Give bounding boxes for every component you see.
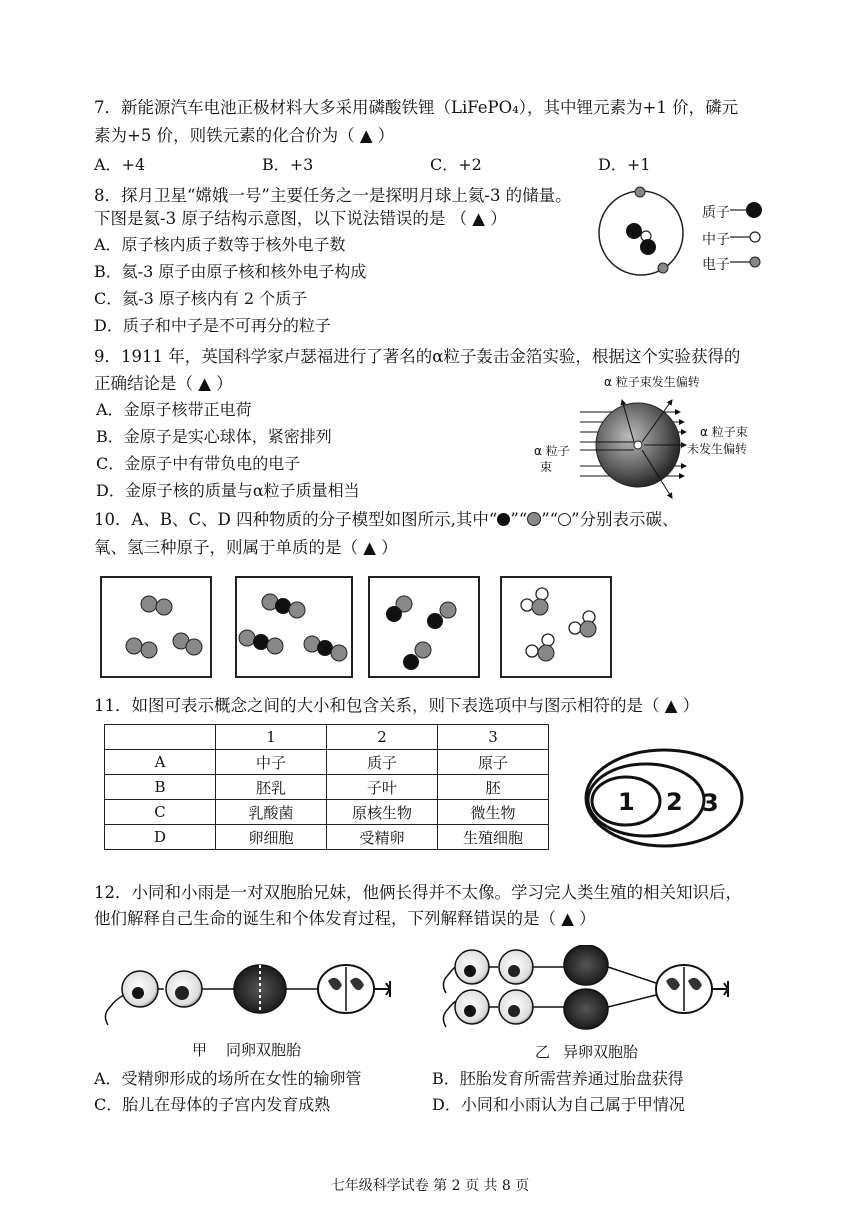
rutherford-right-label-1: α 粒子束: [700, 425, 748, 439]
table-cell: 原子: [438, 750, 549, 775]
table-header-cell: 3: [438, 725, 549, 750]
q12-stem-line1: 12．小同和小雨是一对双胞胎兄妹，他俩长得并不太像。学习完人类生殖的相关知识后，: [94, 883, 742, 902]
table-cell: 原核生物: [327, 800, 438, 825]
q12-option-a: A．受精卵形成的场所在女性的输卵管: [94, 1069, 362, 1088]
q10-stem-line2: 氧、氢三种原子，则属于单质的是（ ▲ ）: [94, 538, 398, 557]
q12-option-c: C．胎儿在母体的子宫内发育成熟: [94, 1095, 331, 1114]
table-cell: D: [105, 825, 216, 850]
q9-stem-line2: 正确结论是（ ▲ ）: [94, 374, 233, 393]
q11-stem-line1: 11．如图可表示概念之间的大小和包含关系，则下表选项中与图示相符的是（ ▲ ）: [94, 696, 700, 715]
q9-option-b: B．金原子是实心球体，紧密排列: [96, 427, 332, 446]
q8-stem-line1: 8．探月卫星“嫦娥一号”主要任务之一是探明月球上氦-3 的储量。: [94, 186, 572, 205]
concept-label-2: 2: [666, 788, 683, 816]
table-cell: C: [105, 800, 216, 825]
q7-option-a: A．+4: [94, 155, 146, 174]
q10-stem-line1-part-c: ”“: [541, 510, 559, 529]
table-cell: B: [105, 775, 216, 800]
table-cell: A: [105, 750, 216, 775]
table-row: [105, 750, 549, 775]
rutherford-left-label-1: α 粒子: [534, 444, 570, 458]
table-cell: 生殖细胞: [438, 825, 549, 850]
hydrogen-atom-symbol: [558, 513, 571, 526]
q8-option-c: C．氦-3 原子核内有 2 个质子: [94, 289, 308, 308]
q7-stem-line1: 7．新能源汽车电池正极材料大多采用磷酸铁锂（LiFePO₄），其中锂元素为+1 价，磷元: [94, 98, 739, 117]
table-cell: 受精卵: [327, 825, 438, 850]
caption-identical-twins: 同卵双胞胎: [226, 1041, 302, 1059]
helium3-atom-diagram: [596, 180, 786, 290]
table-cell: 胚乳: [216, 775, 327, 800]
molecule-box-c: [369, 577, 479, 677]
q10-stem-line1-part-d: ”分别表示碳、: [571, 510, 679, 529]
table-header-cell: 2: [327, 725, 438, 750]
q10-stem-line1: [94, 510, 679, 530]
legend-neutron-label: 中子: [702, 232, 730, 248]
caption-left-mark: 甲: [192, 1041, 208, 1059]
q12-option-b: B．胚胎发育所需营养通过胎盘获得: [432, 1069, 684, 1088]
rutherford-left-label-2: 束: [540, 460, 553, 474]
molecule-box-a: [101, 577, 211, 677]
q8-option-d: D．质子和中子是不可再分的粒子: [94, 316, 331, 335]
table-cell: 胚: [438, 775, 549, 800]
q10-stem-line1-part-a: 10．A、B、C、D 四种物质的分子模型如图所示,其中“: [94, 510, 498, 529]
fraternal-twins-sequence: [443, 945, 728, 1029]
q7-option-d: D．+1: [598, 155, 651, 174]
table-cell: 中子: [216, 750, 327, 775]
q9-option-c: C．金原子中有带负电的电子: [96, 454, 301, 473]
q12-stem-line2: 他们解释自己生命的诞生和个体发育过程，下列解释错误的是（ ▲ ）: [94, 909, 596, 928]
q10-molecule-models: [96, 574, 730, 684]
table-header-cell: [105, 725, 216, 750]
table-cell: 微生物: [438, 800, 549, 825]
table-row: [105, 800, 549, 825]
q8-option-b: B．氦-3 原子由原子核和核外电子构成: [94, 262, 367, 281]
q12-option-d: D．小同和小雨认为自己属于甲情况: [432, 1095, 685, 1114]
q9-option-d: D．金原子核的质量与α粒子质量相当: [96, 481, 360, 500]
caption-right-mark: 乙: [535, 1043, 551, 1061]
molecule-box-d: [501, 577, 611, 677]
legend-proton-label: 质子: [702, 205, 730, 221]
nested-concept-diagram: [582, 740, 752, 850]
identical-twins-sequence: [105, 965, 390, 1025]
q9-stem-line1: 9．1911 年，英国科学家卢瑟福进行了著名的α粒子轰击金箔实验，根据这个实验获得的: [94, 347, 741, 366]
table-header-cell: 1: [216, 725, 327, 750]
rutherford-right-label-2: 未发生偏转: [687, 442, 748, 456]
table-header-row: [105, 725, 549, 750]
caption-fraternal-twins: 异卵双胞胎: [563, 1043, 639, 1061]
page-footer: 七年级科学试卷 第 2 页 共 8 页: [330, 1178, 530, 1194]
concept-label-1: 1: [618, 788, 635, 816]
molecule-box-b: [236, 577, 352, 677]
table-cell: 乳酸菌: [216, 800, 327, 825]
table-cell: 子叶: [327, 775, 438, 800]
table-row: [105, 825, 549, 850]
legend-electron-label: 电子: [702, 257, 730, 273]
concept-label-3: 3: [702, 789, 719, 817]
q10-stem-line1-part-b: ”“: [510, 510, 528, 529]
q7-stem-line2: 素为+5 价，则铁元素的化合价为（ ▲ ）: [94, 126, 395, 145]
q8-stem-line2: 下图是氦-3 原子结构示意图，以下说法错误的是 （ ▲ ）: [94, 209, 507, 228]
rutherford-top-label: α 粒子束发生偏转: [604, 375, 700, 389]
q7-option-b: B．+3: [262, 155, 314, 174]
table-cell: 质子: [327, 750, 438, 775]
table-cell: 卵细胞: [216, 825, 327, 850]
q9-option-a: A．金原子核带正电荷: [96, 400, 252, 419]
carbon-atom-symbol: [497, 513, 510, 526]
oxygen-atom-symbol: [527, 512, 541, 526]
q8-option-a: A．原子核内质子数等于核外电子数: [94, 235, 346, 254]
table-row: [105, 775, 549, 800]
q7-option-c: C．+2: [430, 155, 482, 174]
q11-options-table: [104, 724, 549, 850]
